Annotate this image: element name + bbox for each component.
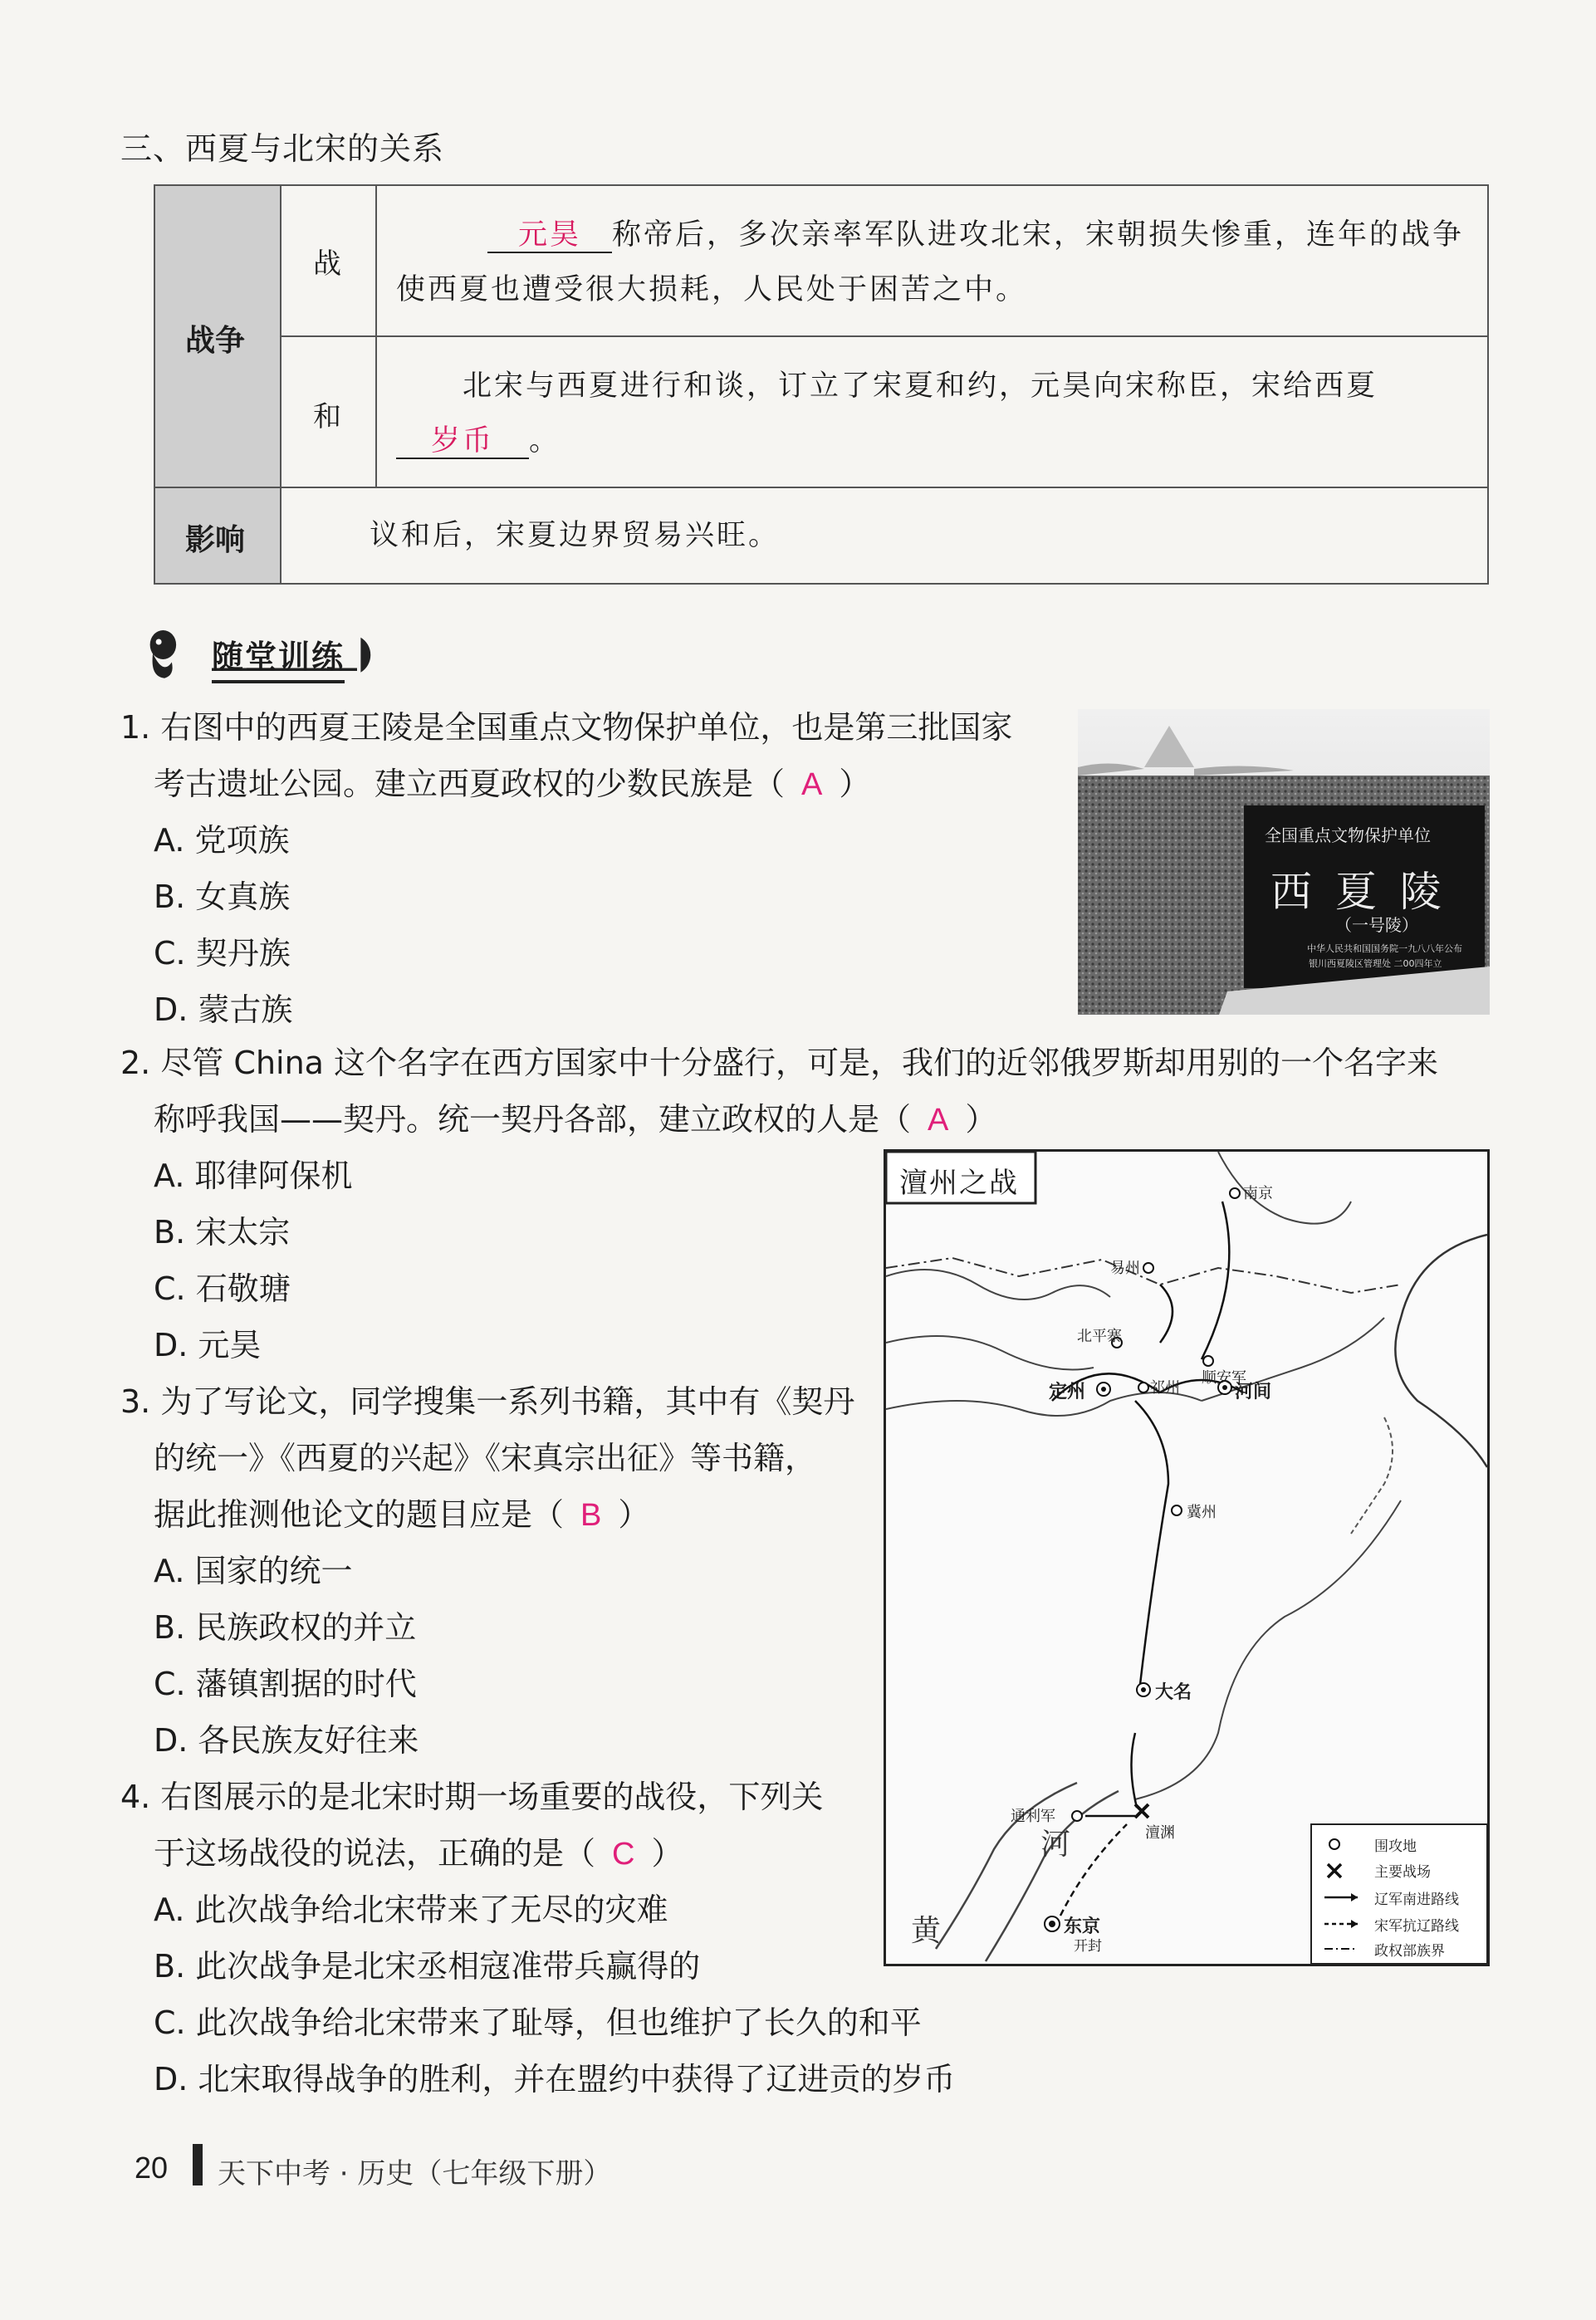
q3-option-a: A. 国家的统一 [154, 1553, 353, 1589]
question-4-answer: C [612, 1837, 635, 1872]
row-header-impact: 影响 [185, 522, 246, 557]
question-2-stem-line2: 称呼我国——契丹。统一契丹各部，建立政权的人是（ A ） [154, 1101, 997, 1138]
map-label-beipingzhai: 北平寨 [1077, 1328, 1122, 1345]
map-label-shunanjun: 顺安军 [1202, 1369, 1246, 1387]
footer-divider [193, 2144, 203, 2185]
sign-small-text-2: 银川西夏陵区管理处 二00四年立 [1309, 958, 1442, 969]
divider [155, 487, 1487, 488]
q4-option-c: C. 此次战争给北宋带来了耻辱，但也维护了长久的和平 [154, 2004, 922, 2041]
peace-blank-answer: 岁币 [396, 424, 529, 459]
impact-cell: 议和后，宋夏边界贸易兴旺。 [370, 519, 781, 552]
q1-option-d: D. 蒙古族 [154, 991, 293, 1028]
page-number: 20 [135, 2151, 169, 2185]
footer-book-title: 天下中考 · 历史（七年级下册） [218, 2157, 612, 2190]
map-label-dongjing: 东京 [1064, 1916, 1101, 1937]
question-3-stem-line2: 的统一》《西夏的兴起》《宋真宗出征》等书籍， [154, 1440, 817, 1476]
question-2-stem-line1: 2. 尽管 China 这个名字在西方国家中十分盛行，可是，我们的近邻俄罗斯却用别的一个名字来 [120, 1045, 1439, 1081]
q2-option-d: D. 元昊 [154, 1327, 262, 1363]
question-1-stem-line1: 1. 右图中的西夏王陵是全国重点文物保护单位，也是第三批国家 [120, 709, 1013, 746]
relations-table [154, 184, 1489, 585]
map-label-huang: 黄 [911, 1914, 942, 1948]
legend-liao-route: 辽军南进路线 [1374, 1892, 1459, 1908]
legend-battlefield: 主要战场 [1374, 1864, 1431, 1881]
row-header-war: 战争 [185, 323, 246, 358]
divider [282, 335, 1487, 337]
q3-option-c: C. 藩镇割据的时代 [154, 1666, 417, 1702]
sub-header-peace: 和 [313, 400, 341, 433]
q3-option-d: D. 各民族友好往来 [154, 1722, 419, 1759]
sign-small-text-1: 中华人民共和国国务院一九八八年公布 [1307, 943, 1462, 954]
q2-option-b: B. 宋太宗 [154, 1214, 291, 1251]
q3-option-b: B. 民族政权的并立 [154, 1609, 417, 1646]
question-1-stem-line2: 考古遗址公园。建立西夏政权的少数民族是（ A ） [154, 766, 871, 802]
war-text-2: 使西夏也遭受很大损耗，人民处于困苦之中。 [396, 273, 1028, 306]
map-label-nanjing: 南京 [1243, 1185, 1273, 1202]
q4-option-a: A. 此次战争给北宋带来了无尽的灾难 [154, 1892, 668, 1928]
sign-sub-text: （一号陵） [1335, 915, 1418, 935]
legend-song-route: 宋军抗辽路线 [1374, 1918, 1459, 1935]
peace-text-1: 北宋与西夏进行和谈，订立了宋夏和约，元昊向宋称臣，宋给西夏 [463, 370, 1378, 403]
question-4-stem-line2: 于这场战役的说法，正确的是（ C ） [154, 1835, 683, 1872]
war-cell [396, 208, 1476, 317]
question-3-stem-line1: 3. 为了写论文，同学搜集一系列书籍，其中有《契丹 [120, 1383, 855, 1420]
war-blank-answer: 元昊 [487, 218, 612, 253]
map-label-jizhou: 冀州 [1187, 1504, 1217, 1521]
q1-option-a: A. 党项族 [154, 822, 290, 859]
q4-option-d: D. 北宋取得战争的胜利，并在盟约中获得了辽进贡的岁币 [154, 2061, 956, 2097]
divider [375, 186, 377, 487]
question-2-answer: A [928, 1103, 949, 1138]
map-label-he: 河 [1040, 1828, 1071, 1862]
map-label-kaifeng: 开封 [1074, 1938, 1102, 1955]
xixia-tomb-photo [1078, 709, 1490, 1015]
section-title: 三、西夏与北宋的关系 [120, 130, 445, 167]
map-label-dingzhou: 定州 [1049, 1381, 1086, 1402]
war-text-1: 称帝后，多次亲率军队进攻北宋，宋朝损失惨重，连年的战争 [612, 218, 1465, 252]
question-3-stem-line3: 据此推测他论文的题目应是（ B ） [154, 1496, 650, 1533]
map-label-chanyuan: 澶渊 [1145, 1824, 1175, 1842]
chanzhou-battle-map [884, 1149, 1490, 1966]
question-4-stem-line1: 4. 右图展示的是北宋时期一场重要的战役，下列关 [120, 1779, 824, 1815]
map-label-qizhou: 祁州 [1150, 1379, 1180, 1397]
map-label-tonglijun: 通利军 [1011, 1808, 1055, 1825]
map-title: 澶州之战 [899, 1167, 1019, 1200]
question-3-answer: B [580, 1498, 602, 1533]
question-1-answer: A [801, 767, 823, 802]
legend-siege: 围攻地 [1374, 1838, 1417, 1855]
peace-cell [396, 359, 1476, 468]
legend-border: 政权部族界 [1374, 1943, 1445, 1960]
sign-main-text: 西 夏 陵 [1270, 868, 1447, 916]
map-label-hejian: 河间 [1235, 1381, 1272, 1402]
map-label-yizhou: 易州 [1110, 1260, 1140, 1277]
peace-end: 。 [529, 424, 561, 458]
practice-title: 随堂训练 [212, 631, 345, 683]
sub-header-war: 战 [313, 247, 341, 281]
q2-option-c: C. 石敬瑭 [154, 1270, 291, 1307]
q2-option-a: A. 耶律阿保机 [154, 1158, 353, 1194]
sign-top-text: 全国重点文物保护单位 [1265, 825, 1431, 845]
q4-option-b: B. 此次战争是北宋丞相寇准带兵赢得的 [154, 1948, 701, 1985]
q1-option-c: C. 契丹族 [154, 935, 291, 972]
map-label-daming: 大名 [1155, 1681, 1192, 1703]
q1-option-b: B. 女真族 [154, 879, 291, 915]
